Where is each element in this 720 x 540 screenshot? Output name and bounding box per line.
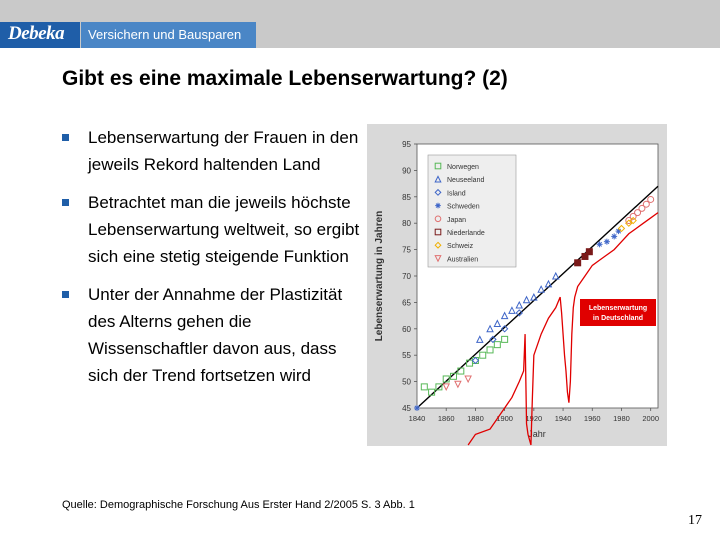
y-tick-label: 55	[402, 351, 411, 361]
x-axis-label: Jahr	[528, 429, 546, 439]
y-tick-label: 75	[402, 245, 411, 255]
legend-label: Australien	[447, 256, 479, 264]
germany-label-line: Lebenserwartung	[588, 305, 648, 312]
bullet-list	[62, 124, 362, 400]
x-tick-label: 1840	[408, 414, 426, 423]
germany-label-box	[580, 299, 656, 326]
star-marker	[611, 233, 617, 239]
x-tick-label: 1860	[437, 414, 455, 423]
x-tick-label: 2000	[642, 414, 660, 423]
x-axis	[409, 408, 659, 423]
source-citation: Quelle: Demographische Forschung Aus Erster Hand 2/2005 S. 3 Abb. 1	[62, 499, 415, 511]
y-tick-label: 65	[402, 298, 411, 308]
logo-text: Debeka	[8, 23, 65, 44]
y-tick-label: 45	[402, 404, 411, 413]
legend-label: Norwegen	[447, 164, 479, 171]
y-tick-label: 80	[402, 219, 411, 229]
bullet-item	[62, 189, 362, 270]
y-tick-label: 60	[402, 324, 411, 334]
chart-svg	[367, 124, 667, 446]
square-bullet-icon	[62, 291, 69, 298]
bullet-item	[62, 281, 362, 389]
life-expectancy-chart	[367, 124, 667, 446]
legend-label: Japan	[447, 216, 467, 224]
bullet-item	[62, 124, 362, 178]
x-tick-label: 1940	[554, 414, 572, 423]
x-tick-label: 1900	[496, 414, 513, 423]
y-axis-label: Lebenserwartung in Jahren	[374, 210, 385, 342]
x-tick-label: 1880	[467, 414, 484, 423]
star-marker	[597, 241, 603, 247]
bullet-text: Lebenserwartung der Frauen in den jeweils Rekord haltenden Land	[88, 128, 359, 174]
tagline-text: Versichern und Bausparen	[88, 27, 242, 42]
y-tick-label: 70	[402, 272, 411, 281]
legend-label: Niederlande	[447, 230, 485, 237]
star-marker	[604, 239, 610, 245]
star-marker	[435, 203, 441, 209]
x-tick-label: 1980	[613, 414, 630, 423]
legend-label: Island	[447, 190, 466, 198]
y-tick-label: 50	[402, 377, 411, 387]
chart-legend	[428, 155, 516, 267]
tagline-banner	[81, 22, 256, 48]
x-tick-label: 1920	[525, 414, 543, 423]
legend-label: Neuseeland	[447, 177, 485, 185]
slide-title: Gibt es eine maximale Lebenserwartung? (2)	[62, 67, 508, 90]
square-marker	[575, 260, 581, 266]
germany-label-line: in Deutschland	[592, 315, 644, 322]
legend-label: Schweden	[447, 203, 480, 211]
y-axis	[402, 140, 417, 413]
x-tick-label: 1960	[583, 414, 601, 423]
legend-label: Schweiz	[447, 243, 474, 251]
debeka-logo	[0, 22, 80, 48]
y-tick-label: 90	[402, 166, 411, 176]
y-tick-label: 85	[402, 192, 411, 202]
bullet-text: Unter der Annahme der Plastizität des Alterns gehen die Wissenschaftler davon aus, dass sich der Trend fortsetzen wird	[88, 285, 343, 385]
bullet-text: Betrachtet man die jeweils höchste Lebenserwartung weltweit, so ergibt sich eine stetig steigende Funktion	[88, 193, 360, 266]
square-bullet-icon	[62, 134, 69, 141]
page-number: 17	[688, 513, 702, 528]
square-marker	[586, 249, 592, 255]
square-bullet-icon	[62, 199, 69, 206]
y-tick-label: 95	[402, 140, 411, 149]
